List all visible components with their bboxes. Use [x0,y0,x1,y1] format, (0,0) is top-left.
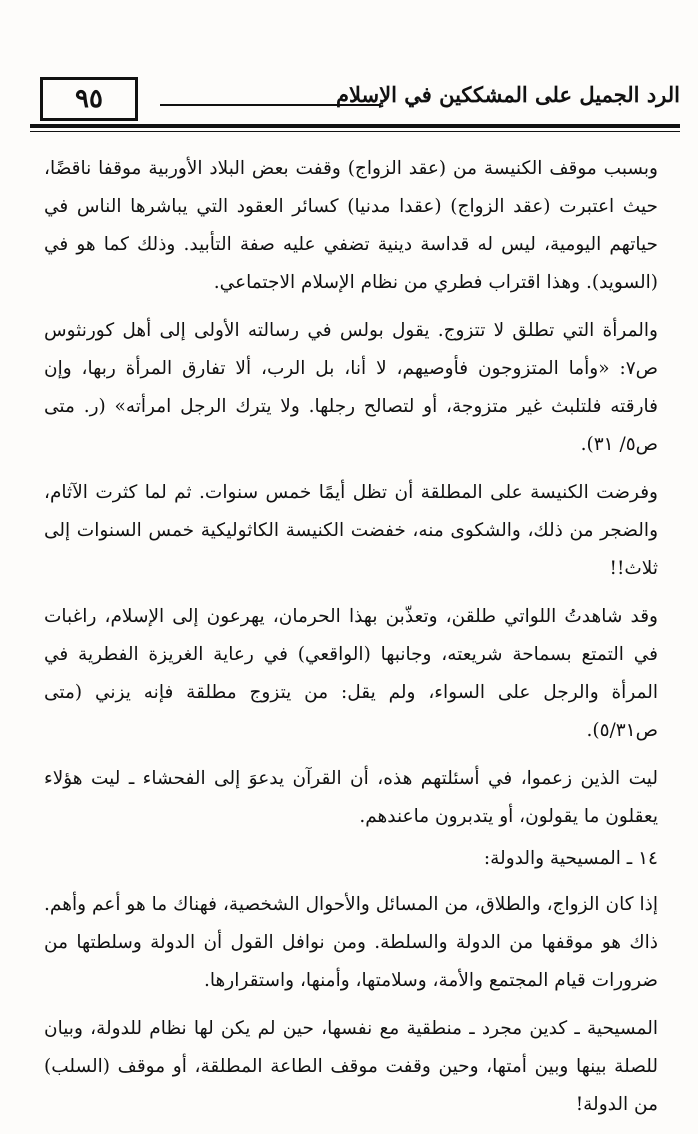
book-title: الرد الجميل على المشككين في الإسلام [336,82,680,107]
page-number: ٩٥ [40,77,138,121]
paragraph: وبسبب موقف الكنيسة من (عقد الزواج) وقفت بعض البلاد الأوربية موقفا ناقضًا، حيث اعتبرت (عقد الزواج) (عقدا مدنيا) كسائر العقود التي يباشرها الناس في حياتهم اليومية، ليس له قداسة دينية تضفي عليه صفة التأبيد. وذلك كما هو في (السويد). وهذا اقتراب فطري من نظام الإسلام الاجتماعي. [44,158,658,293]
header-rule-thick [30,124,680,128]
paragraph: وقد شاهدتُ اللواتي طلقن، وتعذّبن بهذا الحرمان، يهرعون إلى الإسلام، راغبات في التمتع بسماحة شريعته، وجانبها (الواقعي) في رعاية الغريزة الفطرية في المرأة والرجل على السواء، ولم يقل: من يتزوج مطلقة فإنه يزني (متى ص٥/٣١). [44,606,658,741]
paragraph: وفرضت الكنيسة على المطلقة أن تظل أيمًا خمس سنوات. ثم لما كثرت الآثام، والضجر من ذلك، والشكوى منه، خفضت الكنيسة الكاثوليكية خمس السنوات إلى ثلاث!! [44,482,658,579]
page-body [44,150,658,1134]
running-header [30,72,680,124]
header-rule-thin [30,131,680,132]
paragraph: إذا كان الزواج، والطلاق، من المسائل والأحوال الشخصية، فهناك ما هو أعم وأهم. ذاك هو موقفها من الدولة والسلطة. ومن نوافل القول أن الدولة وسلطتها من ضرورات قيام المجتمع والأمة، وسلامتها، وأمنها، واستقرارها. [44,894,658,991]
paragraph: ليت الذين زعموا، في أسئلتهم هذه، أن القرآن يدعوَ إلى الفحشاء ـ ليت هؤلاء يعقلون ما يقولون، أو يتدبرون ماعندهم. [44,768,658,827]
paragraph: المسيحية ـ كدين مجرد ـ منطقية مع نفسها، حين لم يكن لها نظام للدولة، وبيان للصلة بينها وبين أمتها، وحين وقفت موقف الطاعة المطلقة، أو موقف (السلب) من الدولة! [44,1018,658,1115]
section-heading: ١٤ ـ المسيحية والدولة: [483,848,658,869]
paragraph: والمرأة التي تطلق لا تتزوج. يقول بولس في رسالته الأولى إلى أهل كورنثوس ص٧: «وأما المتزوجون فأوصيهم، لا أنا، بل الرب، ألا تفارق المرأة ربها، وإن فارقته فلتلبث غير متزوجة، أو لتصالح رجلها. ولا يترك الرجل امرأته» (ر. متى ص٥/ ٣١). [44,320,658,455]
